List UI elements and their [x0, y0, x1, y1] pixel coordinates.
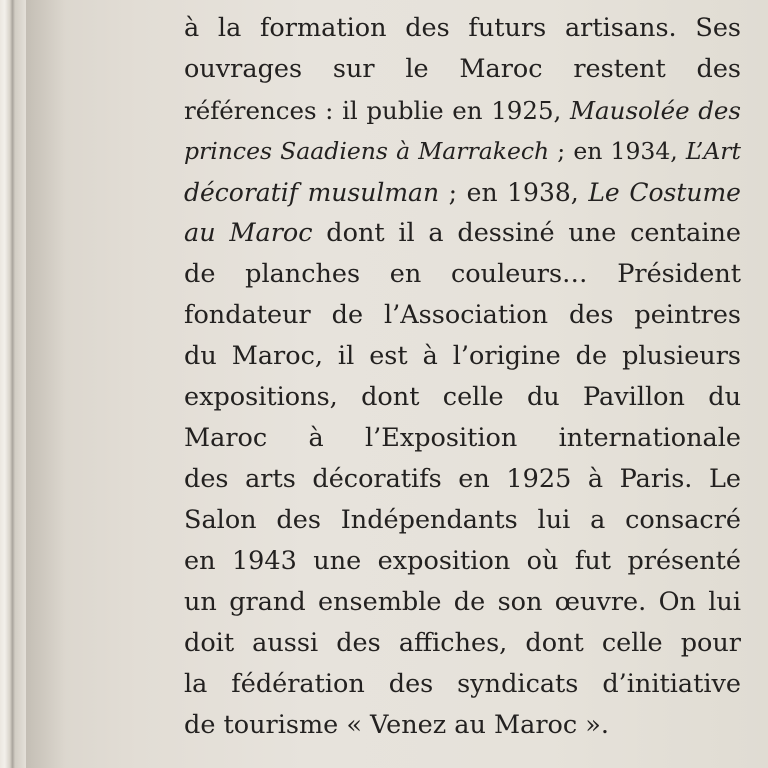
text-line: du Maroc, il est à l’origine de plusieurs [184, 341, 741, 371]
text-line: princes Saadiens à Marrakech ; en 1934, L’Art [184, 137, 741, 165]
text-line: fondateur de l’Association des peintres [184, 300, 741, 330]
text-line: en 1943 une exposition où fut présenté [184, 546, 741, 576]
text-line: références : il publie en 1925, Mausolée des [184, 96, 741, 125]
book-title: princes Saadiens à Marrakech [184, 137, 550, 165]
page-gutter-shadow [26, 0, 66, 768]
book-title: au Maroc [184, 218, 313, 248]
text-line: expositions, dont celle du Pavillon du [184, 382, 741, 412]
text-line: de tourisme « Venez au Maroc ». [184, 710, 609, 740]
text-line: Maroc à l’Exposition internationale [184, 423, 741, 453]
text-line: la fédération des syndicats d’initiative [184, 669, 741, 699]
text-line: de planches en couleurs… Président [184, 259, 741, 289]
text-line: au Maroc dont il a dessiné une centaine [184, 218, 741, 248]
book-title: décoratif musulman [184, 178, 440, 207]
text-line: des arts décoratifs en 1925 à Paris. Le [184, 464, 741, 494]
body-text [184, 8, 741, 746]
text-line: décoratif musulman ; en 1938, Le Costume [184, 178, 741, 207]
book-title: Mausolée des [569, 96, 741, 125]
text-line: à la formation des futurs artisans. Ses [184, 13, 741, 43]
text-line: un grand ensemble de son œuvre. On lui [184, 587, 741, 617]
text-line: Salon des Indépendants lui a consacré [184, 505, 741, 535]
book-title: Le Costume [588, 178, 741, 207]
book-title: L’Art [685, 137, 741, 165]
book-spine [0, 0, 26, 768]
text-line: ouvrages sur le Maroc restent des [184, 54, 741, 84]
text-line: doit aussi des affiches, dont celle pour [184, 628, 741, 658]
